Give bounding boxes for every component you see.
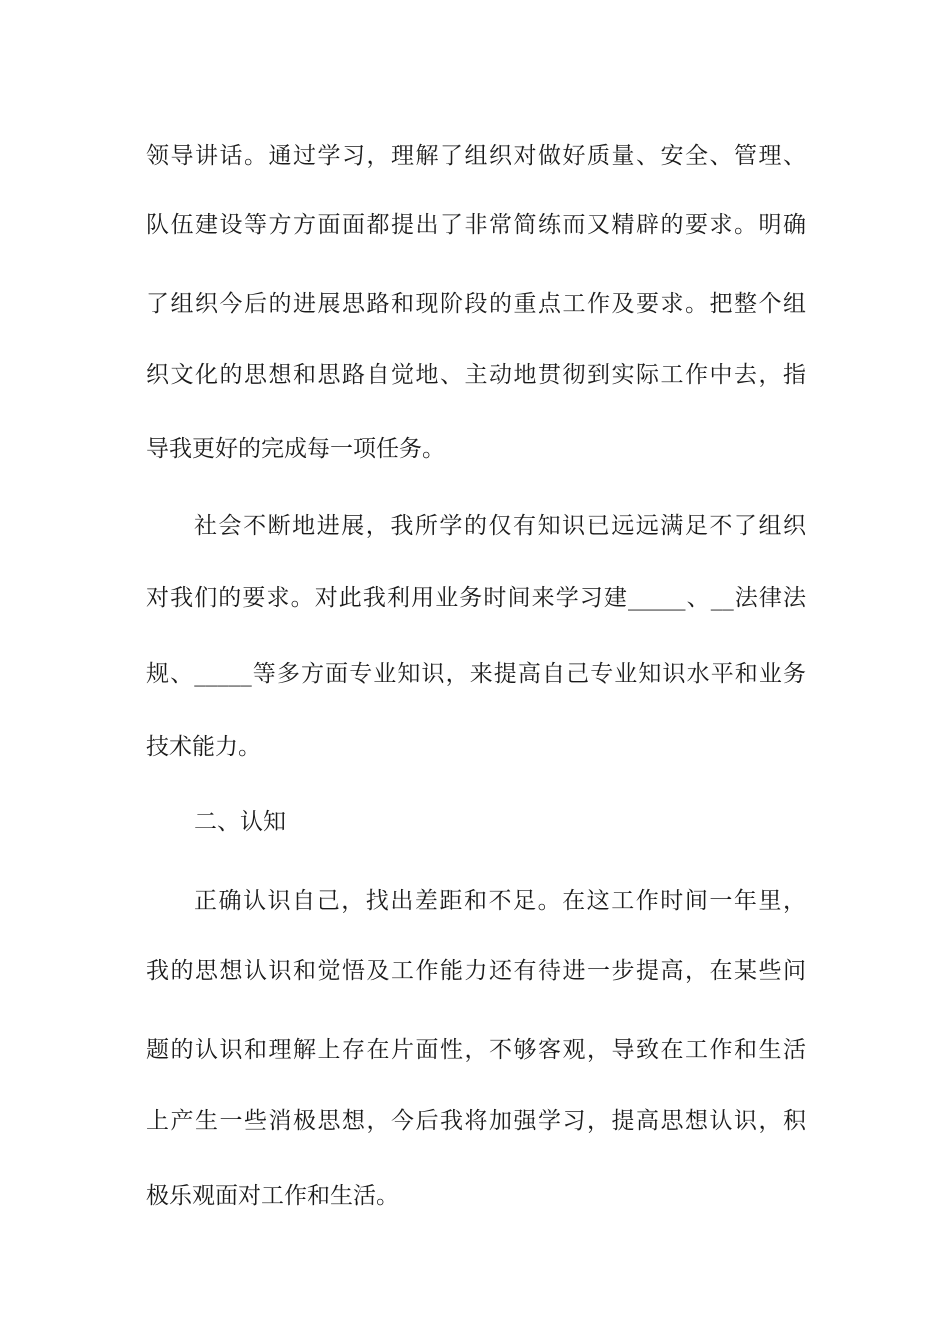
paragraph-1-line-1: 领导讲话。通过学习，理解了组织对做好质量、安全、管理、 [146,143,806,169]
paragraph-2-line-4: 技术能力。 [146,734,261,760]
paragraph-2-line-3: 规、_____等多方面专业知识，来提高自己专业知识水平和业务 [146,661,806,687]
paragraph-2-line-2: 对我们的要求。对此我利用业务时间来学习建_____、__法律法 [146,585,806,611]
paragraph-1-line-3: 了组织今后的进展思路和现阶段的重点工作及要求。把整个组 [146,291,806,317]
paragraph-1-line-2: 队伍建设等方方面面都提出了非常简练而又精辟的要求。明确 [146,212,806,238]
section-heading: 二、认知 [194,809,286,835]
paragraph-3-line-1: 正确认识自己，找出差距和不足。在这工作时间一年里， [194,888,806,914]
paragraph-1-line-4: 织文化的思想和思路自觉地、主动地贯彻到实际工作中去，指 [146,362,806,388]
paragraph-1-line-5: 导我更好的完成每一项任务。 [146,436,445,462]
paragraph-3-line-3: 题的认识和理解上存在片面性，不够客观，导致在工作和生活 [146,1037,806,1063]
paragraph-3-line-2: 我的思想认识和觉悟及工作能力还有待进一步提高，在某些问 [146,958,806,984]
paragraph-3-line-4: 上产生一些消极思想，今后我将加强学习，提高思想认识，积 [146,1108,806,1134]
paragraph-3-line-5: 极乐观面对工作和生活。 [146,1183,399,1209]
paragraph-2-line-1: 社会不断地进展，我所学的仅有知识已远远满足不了组织 [194,513,806,539]
